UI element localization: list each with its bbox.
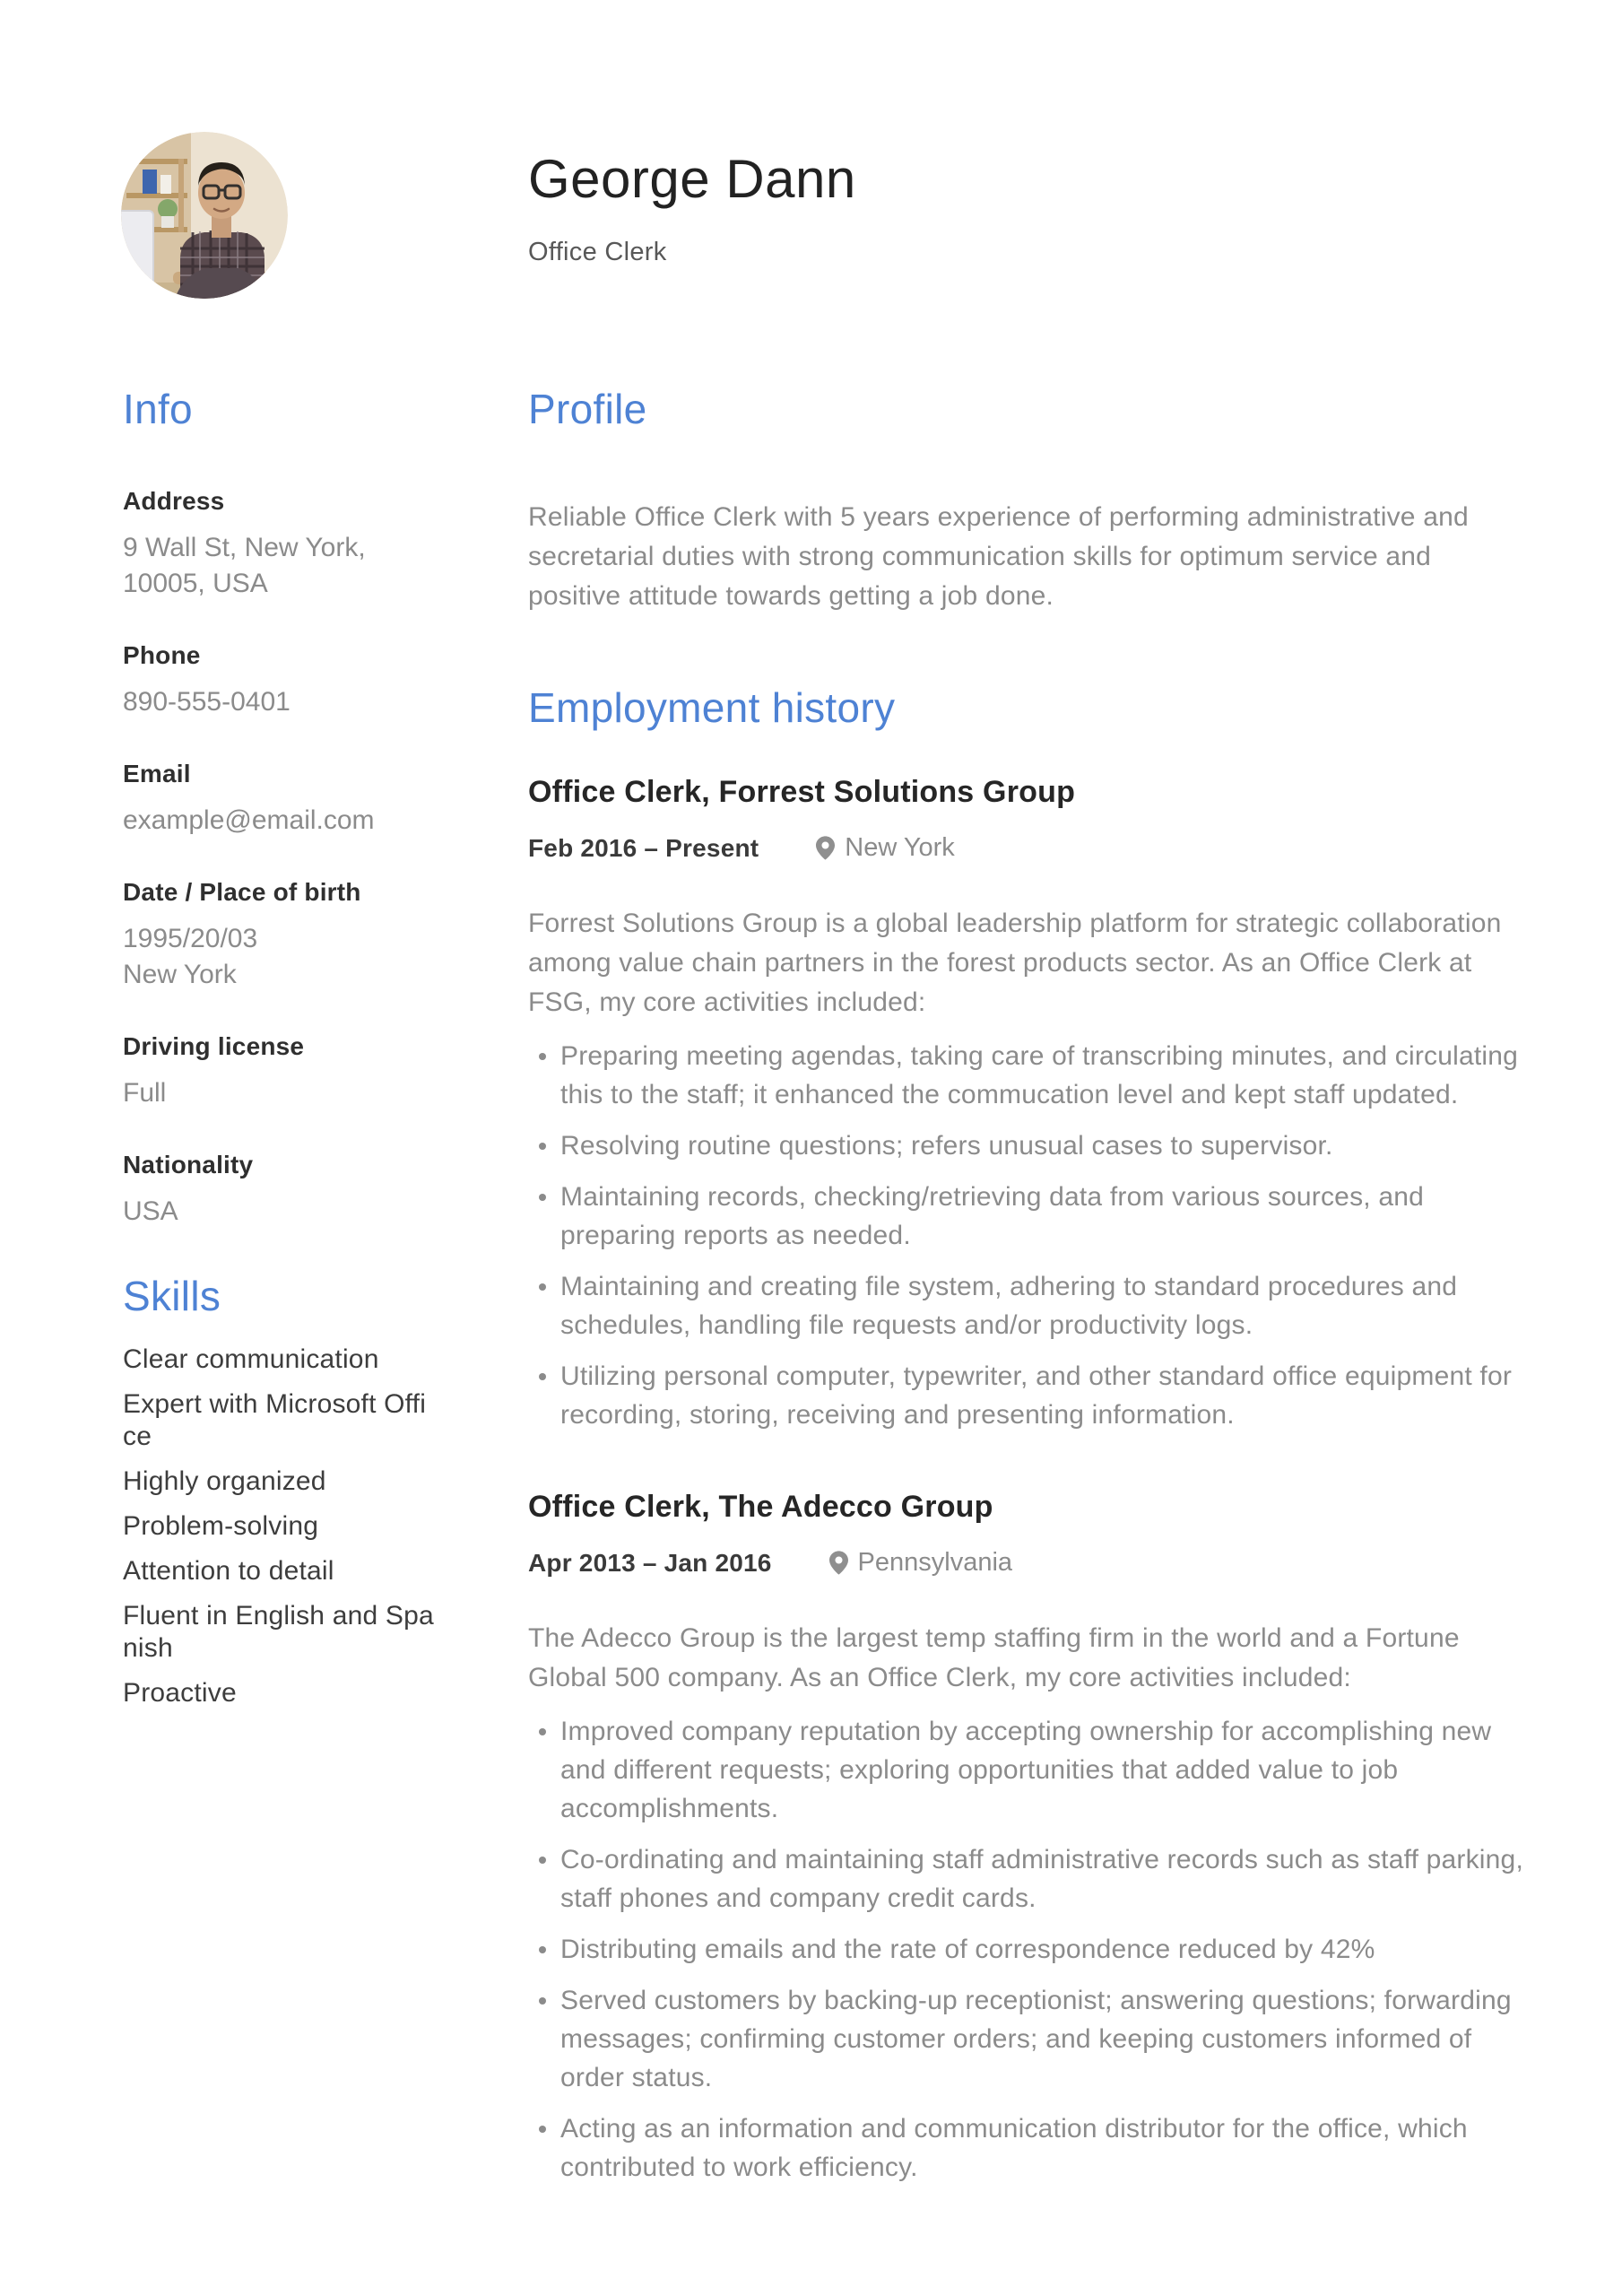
skill-item: Highly organized [123, 1466, 326, 1496]
bullet-text: Co-ordinating and maintaining staff administrative records such as staff parking, staff phones and company credit cards. [560, 1845, 1523, 1913]
map-pin-icon [816, 836, 835, 860]
info-value: 10005, USA [123, 569, 268, 598]
sidebar [123, 384, 438, 1722]
info-value: 9 Wall St, New York, [123, 533, 366, 562]
job-title: Office Clerk, Forrest Solutions Group [528, 775, 1076, 809]
skill-item: Proactive [123, 1678, 237, 1708]
bullet-dot-icon [539, 1857, 546, 1864]
bullet-item [528, 1981, 1531, 2097]
job-location-wrap [816, 833, 955, 863]
job-bullet-list [528, 1037, 1531, 1434]
job-location: New York [845, 833, 955, 862]
bullet-item [528, 1267, 1531, 1344]
info-group-nationality [123, 1151, 438, 1230]
job-bullet-list [528, 1712, 1531, 2187]
info-label: Email [123, 760, 191, 787]
header [528, 151, 856, 267]
bullet-item [528, 2109, 1531, 2187]
bullet-dot-icon [539, 1997, 546, 2005]
info-value: USA [123, 1196, 178, 1226]
info-value: example@email.com [123, 805, 375, 835]
map-pin-icon [829, 1551, 848, 1575]
employment-history-heading: Employment history [528, 684, 896, 731]
job-entry [528, 1490, 1531, 2187]
bullet-dot-icon [539, 1053, 546, 1060]
bullet-item [528, 1037, 1531, 1114]
info-label: Phone [123, 641, 201, 669]
bullet-text: Distributing emails and the rate of correspondence reduced by 42% [560, 1935, 1375, 1964]
info-group-address [123, 487, 438, 602]
bullet-dot-icon [539, 1728, 546, 1735]
profile-heading: Profile [528, 386, 647, 432]
profile-photo [121, 132, 288, 299]
profile-photo-illustration [121, 132, 288, 299]
skill-item: Attention to detail [123, 1556, 334, 1586]
bullet-item [528, 1178, 1531, 1255]
bullet-text: Utilizing personal computer, typewriter, and other standard office equipment for recording, storing, receiving and presenting information. [560, 1361, 1513, 1430]
person-name: George Dann [528, 149, 856, 209]
job-entry [528, 775, 1531, 1434]
person-job-title: Office Clerk [528, 238, 667, 266]
bullet-text: Improved company reputation by accepting ownership for accomplishing new and different requests; exploring opportunities that added value to job accomplishments. [560, 1717, 1492, 1823]
skill-item: Problem-solving [123, 1511, 319, 1541]
bullet-dot-icon [539, 1194, 546, 1201]
bullet-dot-icon [539, 1946, 546, 1953]
bullet-dot-icon [539, 1373, 546, 1380]
info-group-phone [123, 641, 438, 720]
info-label: Nationality [123, 1151, 254, 1178]
bullet-item [528, 1126, 1531, 1165]
job-intro: Forrest Solutions Group is a global leadership platform for strategic collaboration among value chain partners in the forest products sector. As an Office Clerk at FSG, my core activities included: [528, 909, 1502, 1017]
bullet-text: Maintaining and creating file system, adhering to standard procedures and schedules, handling file requests and/or productivity logs. [560, 1272, 1458, 1340]
info-group-driving-license [123, 1032, 438, 1111]
job-location-wrap [829, 1548, 1013, 1578]
info-label: Date / Place of birth [123, 878, 361, 906]
info-label: Address [123, 487, 225, 515]
info-value: New York [123, 960, 237, 989]
bullet-text: Preparing meeting agendas, taking care of transcribing minutes, and circulating this to the staff; it enhanced the commucation level and kept staff updated. [560, 1041, 1519, 1109]
skill-item: Fluent in English and Spanish [123, 1601, 434, 1663]
info-value: 1995/20/03 [123, 924, 258, 953]
job-dates: Feb 2016 – Present [528, 833, 759, 862]
bullet-dot-icon [539, 2126, 546, 2133]
bullet-item [528, 1712, 1531, 1828]
bullet-text: Served customers by backing-up receptionist; answering questions; forwarding messages; confirming customer orders; and keeping customers informed of order status. [560, 1986, 1512, 2092]
job-location: Pennsylvania [857, 1548, 1013, 1577]
main-content [528, 384, 1531, 2199]
info-group-birth [123, 878, 438, 993]
bullet-item [528, 1930, 1531, 1969]
info-value: Full [123, 1078, 167, 1108]
bullet-dot-icon [539, 1283, 546, 1291]
info-heading: Info [123, 386, 193, 432]
profile-text: Reliable Office Clerk with 5 years experience of performing administrative and secretarial duties with strong communication skills for optimum service and positive attitude towards getting a job done. [528, 502, 1469, 611]
bullet-item [528, 1357, 1531, 1434]
info-value: 890-555-0401 [123, 687, 291, 717]
job-meta [528, 833, 1531, 863]
bullet-text: Resolving routine questions; refers unusual cases to supervisor. [560, 1131, 1333, 1161]
skill-item: Clear communication [123, 1344, 379, 1374]
info-group-email [123, 760, 438, 839]
bullet-text: Maintaining records, checking/retrieving data from various sources, and preparing reports as needed. [560, 1182, 1424, 1250]
job-dates: Apr 2013 – Jan 2016 [528, 1548, 772, 1577]
skills-heading: Skills [123, 1273, 221, 1319]
bullet-text: Acting as an information and communication distributor for the office, which contributed to work efficiency. [560, 2114, 1468, 2182]
job-intro: The Adecco Group is the largest temp staffing firm in the world and a Fortune Global 500 company. As an Office Clerk, my core activities included: [528, 1623, 1460, 1692]
skill-item: Expert with Microsoft Office [123, 1389, 427, 1451]
info-label: Driving license [123, 1032, 305, 1060]
job-title: Office Clerk, The Adecco Group [528, 1490, 993, 1524]
job-meta [528, 1548, 1531, 1578]
bullet-item [528, 1840, 1531, 1918]
bullet-dot-icon [539, 1143, 546, 1150]
